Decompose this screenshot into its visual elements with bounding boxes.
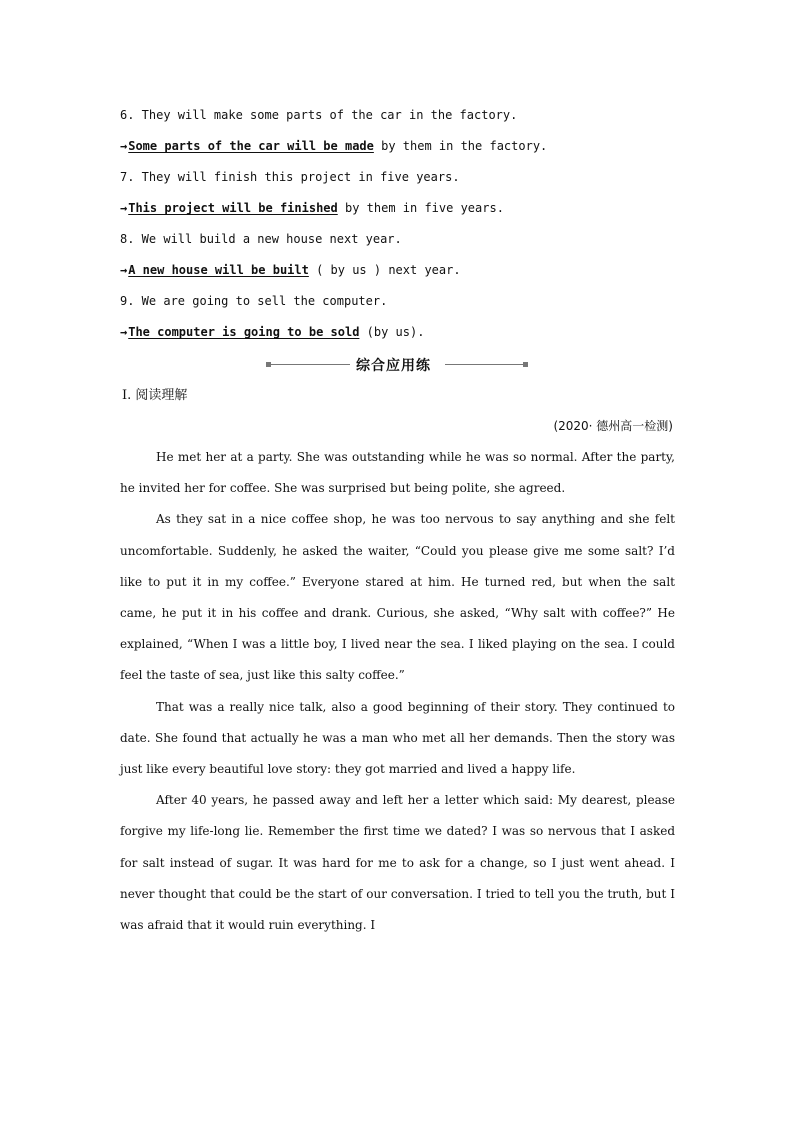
- answer-text: A new house will be built: [128, 263, 309, 277]
- answer-text: The computer is going to be sold: [128, 325, 360, 339]
- section-divider: [120, 350, 675, 380]
- answer-text: Some parts of the car will be made: [128, 139, 374, 153]
- divider-rule-left: [268, 364, 350, 365]
- document-page: [120, 100, 675, 941]
- reading-passage: [120, 442, 675, 941]
- exercise-answer-line: [120, 317, 675, 348]
- exercise-question: 7. They will finish this project in five years.: [120, 170, 460, 184]
- arrow-icon: →: [120, 325, 128, 339]
- passage-paragraph-1: He met her at a party. She was outstanding while he was so normal. After the party, he invited her for coffee. She was surprised but being polite, she agreed.: [120, 450, 675, 496]
- exercise-7: [120, 162, 675, 224]
- passage-paragraph-2: As they sat in a nice coffee shop, he was too nervous to say anything and she felt uncomfortable. Suddenly, he asked the waiter, “Could you please give me some salt? I’d like to put it in my coffee.” Everyone stared at him. He turned red, but when the salt came, he put it in his coffee and drank. Curious, she asked, “Why salt with coffee?” He explained, “When I was a little boy, I lived near the sea. I liked playing on the sea. I could feel the taste of sea, just like this salty coffee.”: [120, 512, 675, 683]
- passage-paragraph-4: After 40 years, he passed away and left her a letter which said: My dearest, please forgive my life-long lie. Remember the first time we dated? I was so nervous that I asked for salt instead of sugar. It was hard for me to ask for a change, so I just went ahead. I never thought that could be the start of our conversation. I tried to tell you the truth, but I was afraid that it would ruin everything. I: [120, 793, 675, 933]
- section-title: 综合应用练: [356, 358, 431, 374]
- arrow-icon: →: [120, 139, 128, 153]
- exercise-answer-line: [120, 255, 675, 286]
- arrow-icon: →: [120, 201, 128, 215]
- exercise-question: 8. We will build a new house next year.: [120, 232, 402, 246]
- exercise-answer-line: [120, 131, 675, 162]
- answer-text: This project will be finished: [128, 201, 338, 215]
- exercise-6: [120, 100, 675, 162]
- divider-square-icon: [523, 362, 528, 367]
- exercise-question: 6. They will make some parts of the car in the factory.: [120, 108, 518, 122]
- part-heading: Ⅰ. 阅读理解: [122, 388, 188, 403]
- answer-rest: by them in five years.: [337, 201, 504, 215]
- exercise-answer-line: [120, 193, 675, 224]
- exercise-8: [120, 224, 675, 286]
- exercise-9: [120, 286, 675, 348]
- answer-rest: ( by us ) next year.: [308, 263, 461, 277]
- divider-rule-right: [445, 364, 525, 365]
- answer-rest: (by us).: [359, 325, 425, 339]
- source-citation: (2020· 德州高一检测): [553, 419, 673, 433]
- answer-rest: by them in the factory.: [373, 139, 548, 153]
- exercise-question: 9. We are going to sell the computer.: [120, 294, 388, 308]
- passage-paragraph-3: That was a really nice talk, also a good beginning of their story. They continued to date. She found that actually he was a man who met all her demands. Then the story was just like every beautiful love story: they got married and lived a happy life.: [120, 699, 675, 777]
- arrow-icon: →: [120, 263, 128, 277]
